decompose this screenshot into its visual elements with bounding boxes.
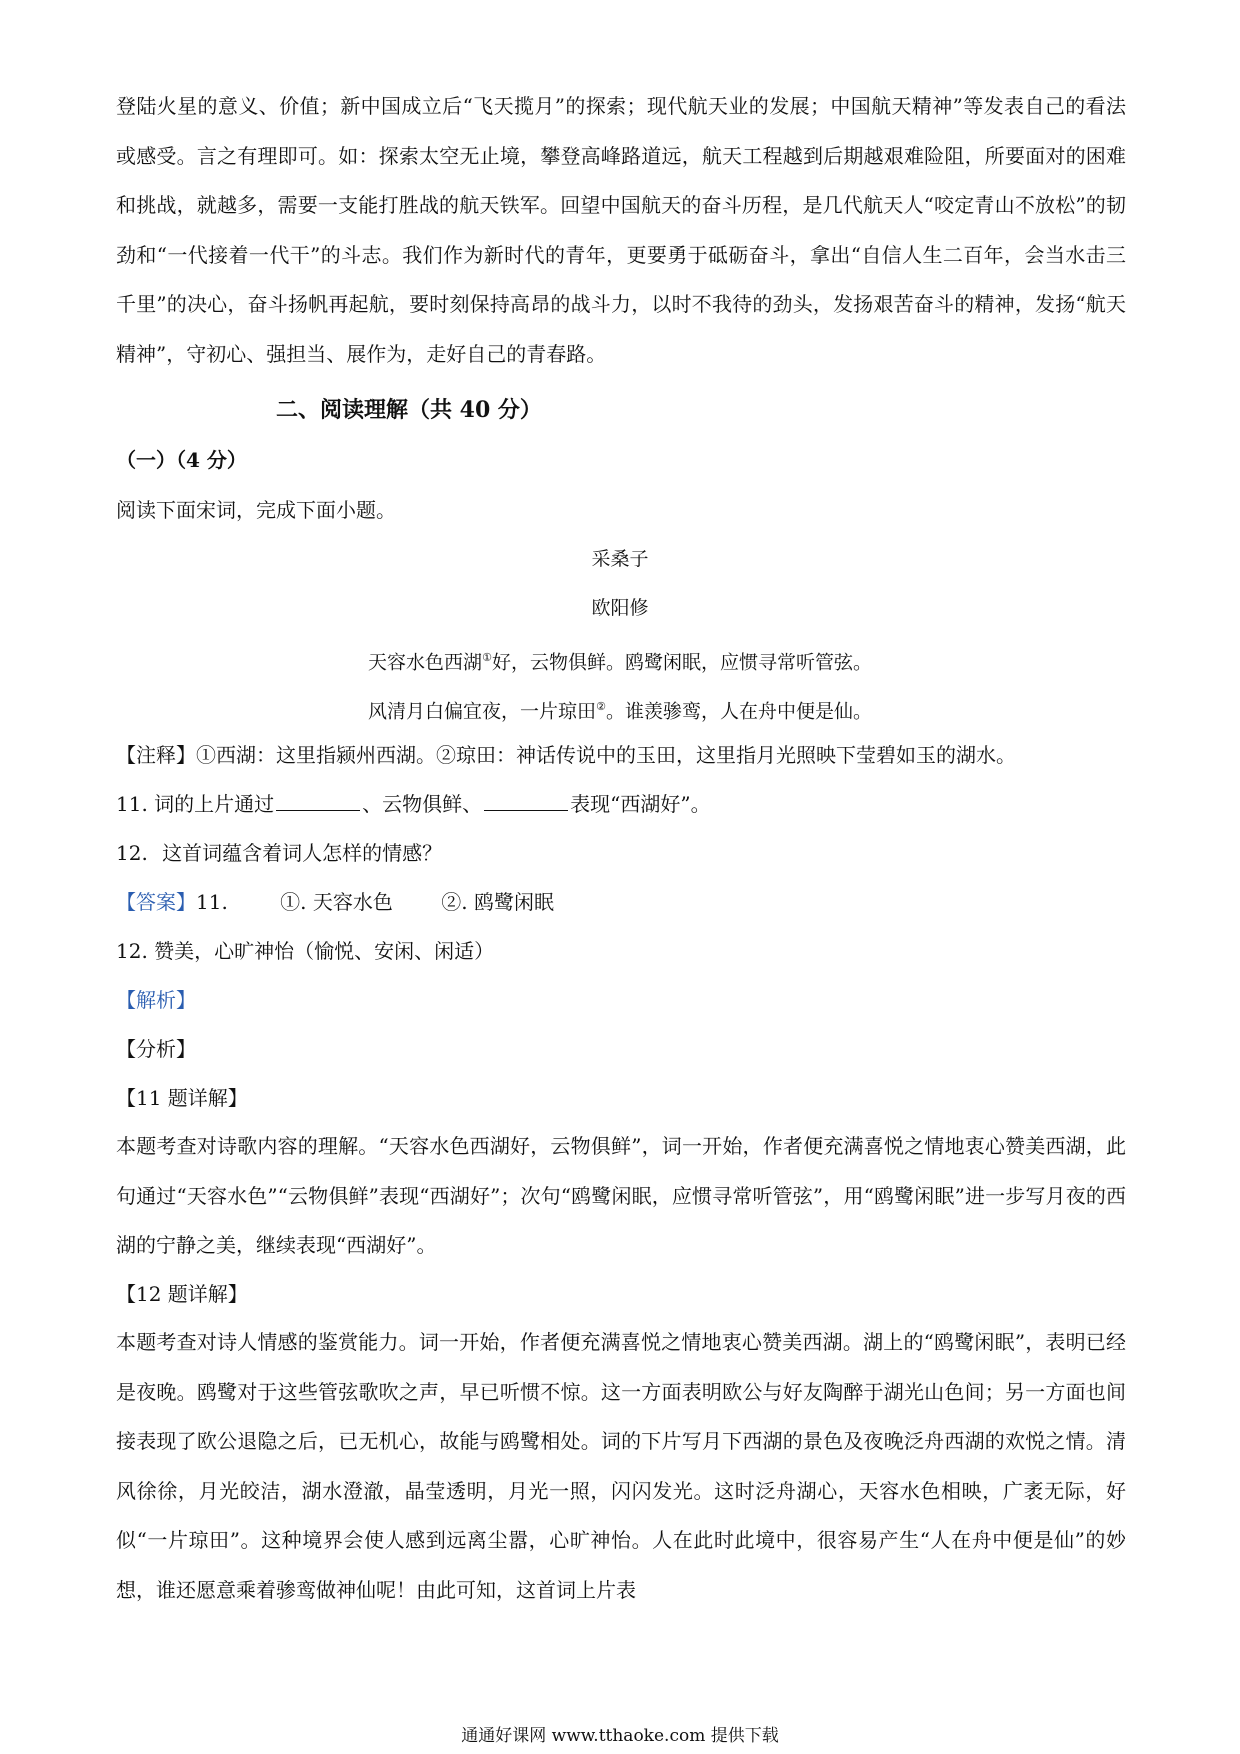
poem-line-1-part-a: 天容水色西湖 (368, 651, 483, 674)
detail-12-text: 本题考查对诗人情感的鉴赏能力。词一开始，作者便充满喜悦之情地衷心赞美西湖。湖上的“鸥鹭闲眠”，表明已经是夜晚。鸥鹭对于这些管弦歌吹之声，早已听惯不惊。这一方面表明欧公与好友陶醉于湖光山色间；另一方面也间接表现了欧公退隐之后，已无机心，故能与鸥鹭相处。词的下片写月下西湖的景色及夜晚泛舟西湖的欢悦之情。清风徐徐，月光皎洁，湖水澄澈，晶莹透明，月光一照，闪闪发光。这时泛舟湖心，天容水色相映，广袤无际，好似“一片琼田”。这种境界会使人感到远离尘嚣，心旷神怡。人在此时此境中，很容易产生“人在舟中便是仙”的妙想，谁还愿意乘着骖鸾做神仙呢！由此可知，这首词上片表 (116, 1330, 1126, 1602)
poem-line-1 (0, 644, 1240, 676)
poem-author: 欧阳修 (591, 597, 649, 619)
poem-line-2-part-a: 风清月白偏宜夜，一片琼田 (368, 700, 597, 723)
poem-note-1: ① (482, 651, 492, 664)
answer-number: 11. (196, 890, 228, 914)
question-12-number: 12. (116, 841, 148, 865)
answer-blank-1[interactable] (276, 792, 360, 811)
question-11-text-b: 、云物俱鲜、 (362, 792, 483, 816)
detail-11-label: 【11 题详解】 (116, 1086, 248, 1110)
poem-line-1-part-b: 好，云物俱鲜。鸥鹭闲眠，应惯寻常听管弦。 (491, 651, 872, 674)
detail-12-label: 【12 题详解】 (116, 1282, 248, 1306)
question-11 (116, 790, 711, 818)
answer-label: 【答案】 (116, 890, 196, 914)
section-two-heading: 二、阅读理解（共 40 分） (276, 397, 542, 423)
subsection-heading: （一）（4 分） (116, 448, 247, 472)
detail-11-text: 本题考查对诗歌内容的理解。“天容水色西湖好，云物俱鲜”，词一开始，作者便充满喜悦之情地衷心赞美西湖，此句通过“天容水色”“云物俱鲜”表现“西湖好”；次句“鸥鹭闲眠，应惯寻常听管弦”，用“鸥鹭闲眠”进一步写月夜的西湖的宁静之美，继续表现“西湖好”。 (116, 1134, 1126, 1257)
question-12-text: 这首词蕴含着词人怎样的情感？ (162, 841, 443, 865)
question-11-text-a: 词的上片通过 (154, 792, 275, 816)
question-11-number: 11. (116, 792, 148, 816)
fenxi-label: 【分析】 (116, 1037, 196, 1061)
poem-line-2 (0, 693, 1240, 725)
analysis-label: 【解析】 (116, 988, 196, 1012)
footer-source: 通通好课网 www.tthaoke.com 提供下载 (461, 1726, 779, 1746)
answer-blank-2[interactable] (484, 792, 568, 811)
annotation: 【注释】①西湖：这里指颍州西湖。②琼田：神话传说中的玉田，这里指月光照映下莹碧如玉的湖水。 (116, 743, 1016, 767)
intro-paragraph: 登陆火星的意义、价值；新中国成立后“飞天揽月”的探索；现代航天业的发展；中国航天精神”等发表自己的看法或感受。言之有理即可。如：探索太空无止境，攀登高峰路道远，航天工程越到后期越艰难险阻，所要面对的困难和挑战，就越多，需要一支能打胜战的航天铁军。回望中国航天的奋斗历程，是几代航天人“咬定青山不放松”的韧劲和“一代接着一代干”的斗志。我们作为新时代的青年，更要勇于砥砺奋斗，拿出“自信人生二百年，会当水击三千里”的决心，奋斗扬帆再起航，要时刻保持高昂的战斗力，以时不我待的劲头，发扬艰苦奋斗的精神，发扬“航天精神”，守初心、强担当、展作为，走好自己的青春路。 (116, 94, 1126, 366)
poem-title: 采桑子 (591, 548, 649, 570)
poem-note-2: ② (596, 700, 606, 713)
answer-item-1: ①. 天容水色 (280, 890, 393, 914)
question-12 (116, 839, 442, 867)
question-11-text-c: 表现“西湖好”。 (570, 792, 711, 816)
answer-item-2: ②. 鸥鹭闲眠 (441, 890, 554, 914)
answer-line-1 (116, 888, 554, 916)
answer-line-2: 12. 赞美，心旷神怡（愉悦、安闲、闲适） (116, 939, 495, 963)
poem-line-2-part-b: 。谁羡骖鸾，人在舟中便是仙。 (605, 700, 872, 723)
reading-instruction: 阅读下面宋词，完成下面小题。 (116, 498, 396, 522)
